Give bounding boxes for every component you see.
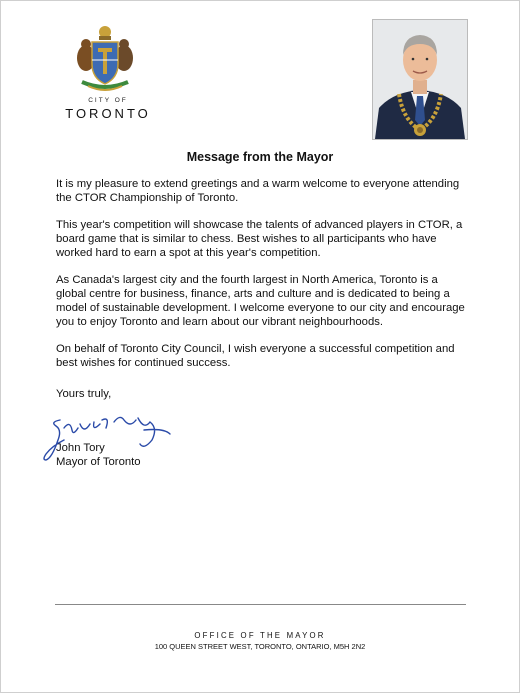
paragraph-council: On behalf of Toronto City Council, I wish everyone a successful competition and best wishes for continued success.	[56, 343, 455, 369]
paragraph-greeting: It is my pleasure to extend greetings and a warm welcome to everyone attending the CTOR Championship of Toronto.	[56, 178, 460, 204]
closing-line: Yours truly,	[56, 388, 112, 400]
letter-body	[56, 177, 468, 383]
city-of-toronto-logo	[58, 22, 158, 122]
footer-divider	[55, 604, 466, 605]
logo-city-of-text: CITY OF	[88, 97, 128, 104]
logo-toronto-text: TORONTO	[65, 106, 151, 121]
signatory-block	[56, 441, 141, 469]
mayor-portrait-photo	[372, 19, 468, 140]
letter-title: Message from the Mayor	[186, 150, 334, 164]
footer-office-title: OFFICE OF THE MAYOR	[194, 631, 326, 640]
paragraph-competition: This year's competition will showcase the talents of advanced players in CTOR, a board game that is similar to chess. Best wishes to all participants who have worked hard to earn a spot at this year's competition.	[56, 219, 463, 259]
footer-address: 100 QUEEN STREET WEST, TORONTO, ONTARIO, M5H 2N2	[154, 642, 366, 651]
signatory-role: Mayor of Toronto	[56, 456, 141, 468]
signatory-name: John Tory	[56, 442, 105, 454]
paragraph-toronto: As Canada's largest city and the fourth largest in North America, Toronto is a global centre for business, finance, arts and culture and is dedicated to being a model of sustainable development. I welcome everyone to our city and encourage you to enjoy Toronto and learn about our vibrant neighbourhoods.	[56, 274, 465, 328]
coat-of-arms-icon	[70, 22, 140, 94]
